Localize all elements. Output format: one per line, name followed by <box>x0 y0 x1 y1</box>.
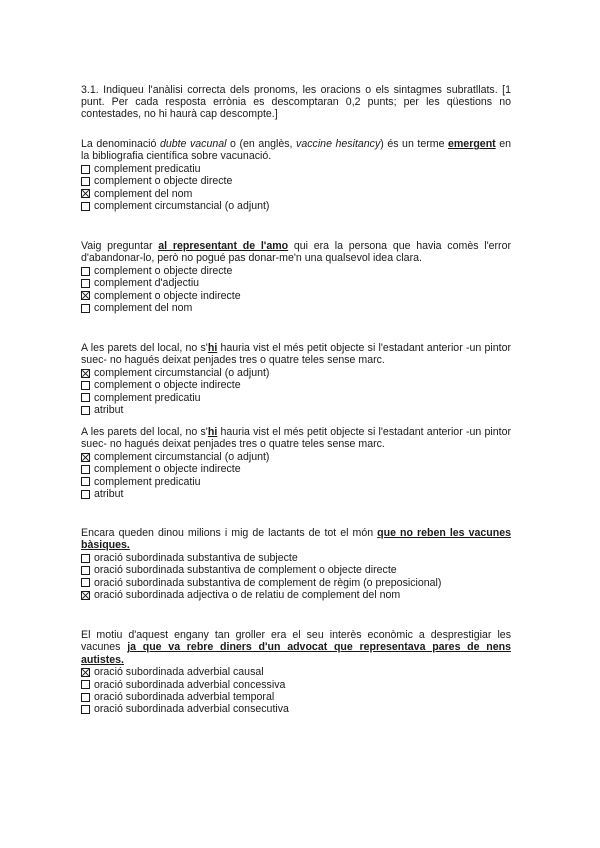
checkbox-checked[interactable] <box>81 369 90 378</box>
option[interactable]: complement o objecte indirecte <box>81 379 511 391</box>
question-5 <box>81 527 511 601</box>
checkbox-empty[interactable] <box>81 202 90 211</box>
question-6 <box>81 629 511 716</box>
checkbox-empty[interactable] <box>81 693 90 702</box>
option[interactable]: complement predicatiu <box>81 392 511 404</box>
checkbox-checked[interactable] <box>81 668 90 677</box>
option[interactable]: complement circumstancial (o adjunt) <box>81 200 511 212</box>
checkbox-empty[interactable] <box>81 554 90 563</box>
question-1 <box>81 138 511 212</box>
checkbox-empty[interactable] <box>81 304 90 313</box>
checkbox-checked[interactable] <box>81 453 90 462</box>
exercise-instructions: 3.1. Indiqueu l'anàlisi correcta dels pronoms, les oracions o els sintagmes subratllats. [1 punt. Per cada resposta errònia es descomptaran 0,2 punts; per les qüestions no contestades, no hi haurà cap descompte.] <box>81 83 511 121</box>
option[interactable]: oració subordinada adverbial consecutiva <box>81 703 511 715</box>
question-stem: A les parets del local, no s'hi hauria vist el més petit objecte si l'estadant anterior -un pintor suec- no hagués deixat penjades tres o quatre teles sense marc. <box>81 426 511 451</box>
option[interactable]: complement d'adjectiu <box>81 277 511 289</box>
checkbox-empty[interactable] <box>81 279 90 288</box>
option[interactable]: complement circumstancial (o adjunt) <box>81 451 511 463</box>
option[interactable]: complement del nom <box>81 302 511 314</box>
underlined-target: emergent <box>448 138 496 150</box>
checkbox-empty[interactable] <box>81 393 90 402</box>
checkbox-empty[interactable] <box>81 477 90 486</box>
option[interactable]: complement circumstancial (o adjunt) <box>81 367 511 379</box>
checkbox-empty[interactable] <box>81 578 90 587</box>
option[interactable]: complement o objecte indirecte <box>81 290 511 302</box>
option[interactable]: atribut <box>81 488 511 500</box>
checkbox-empty[interactable] <box>81 381 90 390</box>
option[interactable]: oració subordinada adjectiva o de relatiu de complement del nom <box>81 589 511 601</box>
option[interactable]: oració subordinada substantiva de subjecte <box>81 552 511 564</box>
option[interactable]: complement o objecte indirecte <box>81 463 511 475</box>
option[interactable]: complement predicatiu <box>81 476 511 488</box>
checkbox-empty[interactable] <box>81 177 90 186</box>
question-stem: A les parets del local, no s'hi hauria vist el més petit objecte si l'estadant anterior -un pintor suec- no hagués deixat penjades tres o quatre teles sense marc. <box>81 342 511 367</box>
question-2 <box>81 240 511 314</box>
option[interactable]: complement o objecte directe <box>81 265 511 277</box>
checkbox-empty[interactable] <box>81 465 90 474</box>
question-stem: Encara queden dinou milions i mig de lactants de tot el món que no reben les vacunes bàsiques. <box>81 527 511 552</box>
checkbox-empty[interactable] <box>81 566 90 575</box>
checkbox-empty[interactable] <box>81 165 90 174</box>
checkbox-empty[interactable] <box>81 406 90 415</box>
checkbox-empty[interactable] <box>81 705 90 714</box>
question-3 <box>81 342 511 416</box>
underlined-target: que no reben les vacunes bàsiques. <box>81 527 511 552</box>
checkbox-checked[interactable] <box>81 591 90 600</box>
checkbox-checked[interactable] <box>81 189 90 198</box>
option[interactable]: oració subordinada adverbial temporal <box>81 691 511 703</box>
checkbox-empty[interactable] <box>81 267 90 276</box>
checkbox-checked[interactable] <box>81 291 90 300</box>
option[interactable]: complement del nom <box>81 188 511 200</box>
question-4 <box>81 426 511 500</box>
checkbox-empty[interactable] <box>81 680 90 689</box>
option[interactable]: oració subordinada substantiva de complement de règim (o preposicional) <box>81 577 511 589</box>
option[interactable]: oració subordinada adverbial concessiva <box>81 679 511 691</box>
underlined-target: ja que va rebre diners d'un advocat que representava pares de nens autistes. <box>81 641 511 666</box>
option[interactable]: atribut <box>81 404 511 416</box>
option[interactable]: oració subordinada adverbial causal <box>81 666 511 678</box>
underlined-target: hi <box>207 342 218 354</box>
question-stem: La denominació dubte vacunal o (en anglès, vaccine hesitancy) és un terme emergent en la bibliografia científica sobre vacunació. <box>81 138 512 163</box>
question-stem: El motiu d'aquest engany tan groller era el seu interès econòmic a desprestigiar les vacunes ja que va rebre diners d'un advocat que representava pares de nens autistes. <box>81 629 511 666</box>
option[interactable]: oració subordinada substantiva de complement o objecte directe <box>81 564 511 576</box>
underlined-target: al representant de l'amo <box>158 240 289 252</box>
underlined-target: hi <box>207 426 218 438</box>
checkbox-empty[interactable] <box>81 490 90 499</box>
option[interactable]: complement predicatiu <box>81 163 511 175</box>
option[interactable]: complement o objecte directe <box>81 175 511 187</box>
question-stem: Vaig preguntar al representant de l'amo qui era la persona que havia comès l'error d'abandonar-lo, però no pogué pas donar-me'n una qualsevol idea clara. <box>81 240 511 265</box>
